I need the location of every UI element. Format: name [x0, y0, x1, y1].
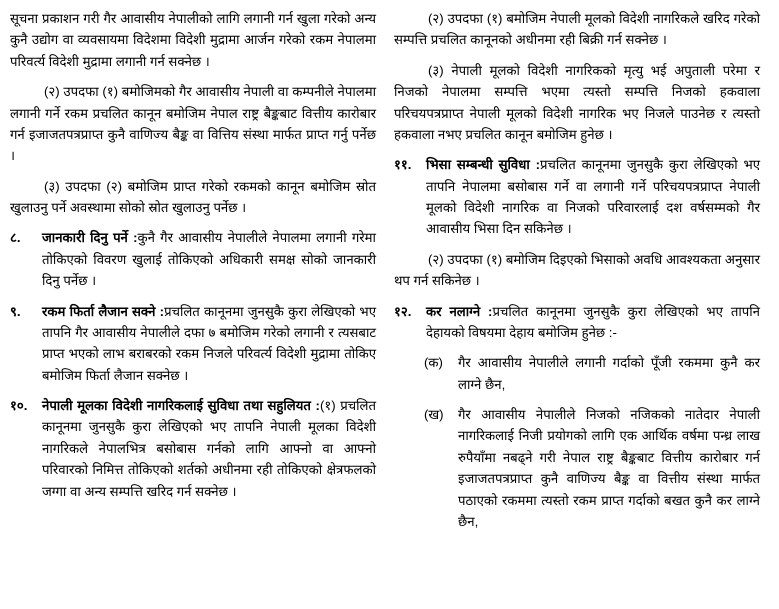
section-10-number: १०.	[10, 398, 28, 413]
section-9-number: ९.	[10, 303, 21, 319]
section-8-text: कुनै गैर आवासीय नेपालीले नेपालमा लगानी गरेमा तोकिएको विवरण खुलाई तोकिएको अधिकारी समक्ष सोको जानकारी दिनु पर्नेछ ।	[42, 230, 376, 289]
paragraph-subsection-2: (२) उपदफा (१) बमोजिमको गैर आवासीय नेपाली वा कम्पनीले नेपालमा लगानी गर्ने रकम प्रचलित कानून बमोजिम नेपाल राष्ट्र बैङ्कबाट वित्तीय कारोबार गर्न इजाजतपत्रप्राप्त कुनै वाणिज्य बैङ्क वा वित्तिय संस्था मार्फत प्राप्त गर्नु पर्नेछ ।	[10, 84, 376, 164]
subitem-ka-label: (क)	[424, 355, 443, 371]
section-11-number: ११.	[394, 157, 412, 173]
paragraph-continuation: सूचना प्रकाशन गरी गैर आवासीय नेपालीको लागि लगानी गर्न खुला गरेको अन्य कुनै उद्योग वा व्यवसायमा विदेशमा विदेशी मुद्रामा आर्जन गरेको रकम नेपालमा परिवर्त्य विदेशी मुद्रामा लगानी गर्न सक्नेछ ।	[10, 11, 376, 69]
paragraph-subsection-2-right: (२) उपदफा (१) बमोजिम नेपाली मूलको विदेशी नागरिकले खरिद गरेको सम्पत्ति प्रचलित कानूनको अधीनमा रही बिक्री गर्न सक्नेछ ।	[394, 11, 760, 48]
paragraph-subsection-3-right: (३) नेपाली मूलको विदेशी नागरिकको मृत्यु भई अपुताली परेमा र निजको नेपालमा सम्पत्ति भएमा त्यस्तो सम्पत्ति निजको हकवाला परिचयपत्रप्राप्त नेपाली मूलको विदेशी नागरिक भए निजले पाउनेछ र त्यस्तो हकवाला नभए प्रचलित कानून बमोजिम हुनेछ ।	[394, 62, 760, 142]
subitem-kha	[394, 404, 760, 532]
section-11	[394, 154, 760, 240]
section-11-body	[426, 154, 760, 240]
section-12-text: प्रचलित कानूनमा जुनसुकै कुरा लेखिएको भए तापनि देहायको विषयमा देहाय बमोजिम हुनेछ :-	[426, 303, 760, 340]
subitem-kha-label: (ख)	[424, 407, 444, 422]
section-8	[10, 227, 376, 291]
section-12-number: १२.	[394, 303, 412, 319]
subitem-ka	[394, 352, 760, 395]
right-column	[394, 8, 760, 605]
section-10-text: (१) प्रचलित कानूनमा जुनसुकै कुरा लेखिएको भए तापनि नेपाली मूलका विदेशी नागरिकले नेपालभित्र बसोबास गर्नको लागि आफ्नो वा आफ्नो परिवारको निमित्त तोकिएको शर्तको अधीनमा रही तोकिएको क्षेत्रफलको जग्गा वा अन्य सम्पत्ति खरिद गर्न सक्नेछ ।	[42, 398, 376, 499]
section-9-text: प्रचलित कानूनमा जुनसुकै कुरा लेखिएको भए तापनि गैर आवासीय नेपालीले दफा ७ बमोजिम गरेको लगानी र त्यसबाट प्राप्त भएको लाभ बराबरको रकम निजले परिवर्त्य विदेशी मुद्रामा तोकिए बमोजिम फिर्ता लैजान सक्नेछ ।	[42, 303, 376, 383]
section-9	[10, 301, 376, 387]
section-9-title: रकम फिर्ता लैजान सक्ने :	[42, 303, 165, 319]
section-8-body	[42, 227, 376, 291]
section-11-title: भिसा सम्बन्धी सुविधा :	[426, 157, 540, 173]
paragraph-subsection-3: (३) उपदफा (२) बमोजिम प्राप्त गरेको रकमको कानून बमोजिम स्रोत खुलाउनु पर्ने अवस्थामा सोको स्रोत खुलाउनु पर्नेछ ।	[10, 178, 376, 215]
section-12	[394, 301, 760, 344]
section-10	[10, 395, 376, 502]
section-10-body	[42, 395, 376, 502]
section-11-text: प्रचलित कानूनमा जुनसुकै कुरा लेखिएको भए तापनि नेपालमा बसोबास गर्ने वा लगानी गर्ने परिचयपत्रप्राप्त नेपाली मूलको विदेशी नागरिक वा निजको परिवारलाई दश वर्षसम्मको गैर आवासीय भिसा दिन सकिनेछ ।	[426, 157, 761, 237]
section-8-title: जानकारी दिनु पर्ने :	[42, 230, 138, 246]
section-9-body	[42, 301, 376, 387]
paragraph-section-11-subsection-2: (२) उपदफा (१) बमोजिम दिइएको भिसाको अवधि आवश्यकता अनुसार थप गर्न सकिनेछ ।	[394, 251, 760, 289]
section-10-title: नेपाली मूलका विदेशी नागरिकलाई सुविधा तथा सहुलियत :	[42, 398, 320, 413]
left-column	[10, 8, 376, 605]
subitem-ka-text: गैर आवासीय नेपालीले लगानी गर्दाको पूँजी रकममा कुनै कर लाग्ने छैन,	[458, 355, 760, 392]
section-12-title: कर नलाग्ने :	[426, 303, 493, 319]
subitem-kha-text: गैर आवासीय नेपालीले निजको नजिकको नातेदार नेपाली नागरिकलाई निजी प्रयोगको लागि एक आर्थिक वर्षमा पन्ध्र लाख रुपैयाँमा नबढ्ने गरी नेपाल राष्ट्र बैङ्कबाट वित्तीय कारोबार गर्न इजाजतपत्रप्राप्त कुनै वाणिज्य बैङ्क वा वित्तीय संस्था मार्फत पठाएको रकममा त्यस्तो रकम प्राप्त गर्दाको बखत कुनै कर लाग्ने छैन,	[458, 407, 760, 529]
section-12-body	[426, 301, 760, 344]
section-8-number: ८.	[10, 230, 21, 246]
